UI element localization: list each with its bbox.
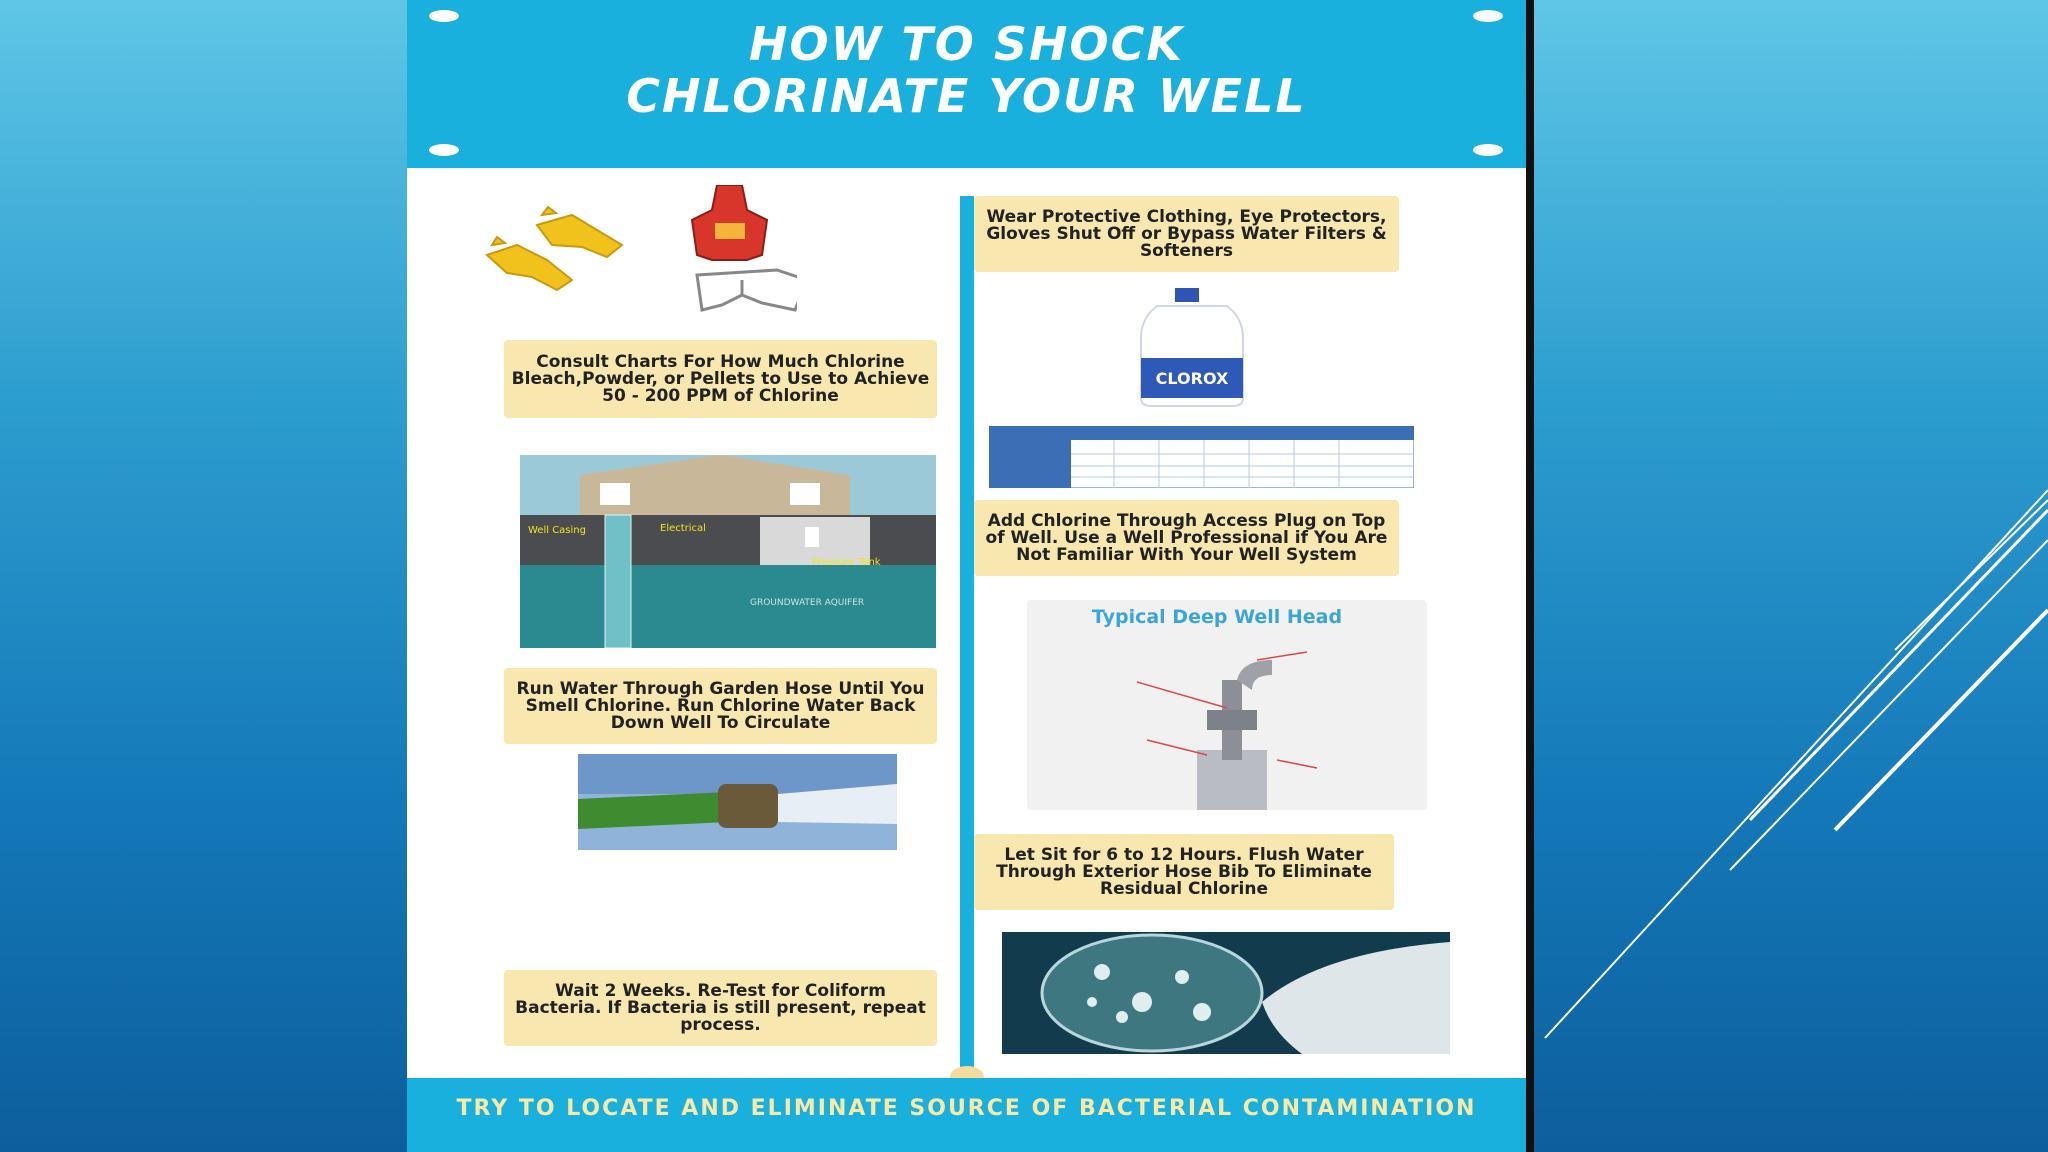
diagram-label-electrical: Electrical (660, 523, 706, 534)
poster-title-line1: HOW TO SHOCK (749, 17, 1184, 71)
poster-title (407, 18, 1526, 122)
poster-title-line2: CHLORINATE YOUR WELL (626, 69, 1307, 123)
garden-hose-icon (578, 754, 897, 850)
bleach-bottle-icon (1137, 288, 1247, 408)
timeline-bar (960, 196, 974, 1074)
diagram-label-aquifer: GROUNDWATER AQUIFER (750, 598, 865, 608)
diagram-label-tank: Pressure Tank (812, 557, 881, 568)
well-diagram (520, 455, 936, 648)
chlorine-dosage-chart (989, 426, 1414, 488)
petri-dish-icon (1002, 932, 1450, 1054)
poster-header (407, 0, 1526, 168)
step-let-sit: Let Sit for 6 to 12 Hours. Flush Water Through Exterior Hose Bib To Eliminate Residual Chlorine (974, 834, 1394, 910)
step-wait-retest: Wait 2 Weeks. Re-Test for Coliform Bacteria. If Bacteria is still present, repeat process. (504, 970, 937, 1046)
apron-icon (692, 185, 767, 260)
step-consult-charts: Consult Charts For How Much Chlorine Bleach,Powder, or Pellets to Use to Achieve 50 - 200 PPM of Chlorine (504, 340, 937, 418)
diagram-label-casing: Well Casing (528, 525, 586, 536)
wellhead-caption: Typical Deep Well Head (1091, 606, 1343, 628)
header-dot (429, 144, 459, 156)
wellhead-diagram (1047, 640, 1407, 810)
infographic-poster (407, 0, 1526, 1152)
step-add-chlorine: Add Chlorine Through Access Plug on Top of Well. Use a Well Professional if You Are Not Familiar With Your Well System (974, 500, 1399, 576)
safety-goggles-icon (697, 270, 797, 310)
step-protective-clothing: Wear Protective Clothing, Eye Protectors, Gloves Shut Off or Bypass Water Filters & Softeners (974, 196, 1399, 272)
poster-footer: TRY TO LOCATE AND ELIMINATE SOURCE OF BACTERIAL CONTAMINATION (407, 1078, 1526, 1152)
step-run-water: Run Water Through Garden Hose Until You Smell Chlorine. Run Chlorine Water Back Down Well To Circulate (504, 668, 937, 744)
header-dot (1473, 144, 1503, 156)
bleach-label: CLOROX (1155, 369, 1229, 388)
gloves-icon (477, 185, 797, 320)
